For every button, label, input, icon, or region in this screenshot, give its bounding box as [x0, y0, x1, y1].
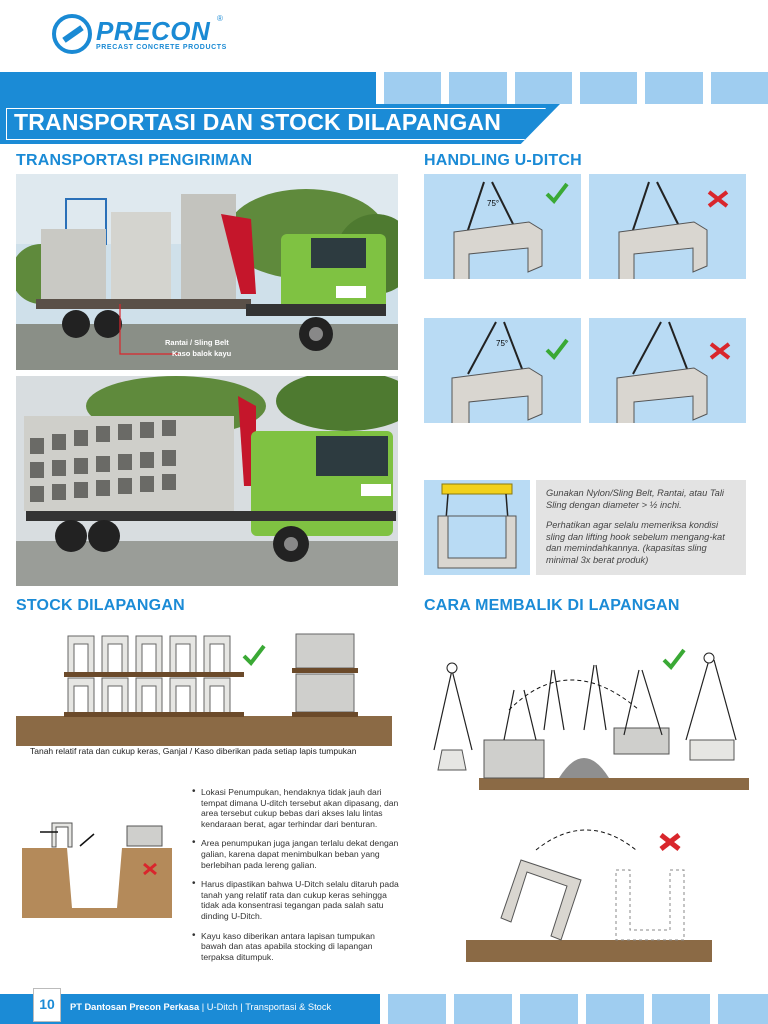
guideline-item: • Lokasi Penumpukan, hendaknya tidak jauh dari tempat dimana U-ditch tersebut akan dipasang, dan area tersebut cukup bebas dari akses lalu lintas kendaraan berat, agar terhindar dari benturan. — [192, 787, 400, 829]
cross-icon — [709, 192, 727, 206]
wrong-flip-diagram — [466, 810, 712, 962]
truck-photo-2 — [16, 376, 398, 586]
footer-company: PT Dantosan Precon Perkasa — [70, 1002, 200, 1012]
stock-diagram — [16, 620, 392, 746]
footer-topic: Transportasi & Stock — [245, 1002, 332, 1012]
page-title: TRANSPORTASI DAN STOCK DILAPANGAN — [14, 109, 502, 135]
check-icon — [547, 184, 567, 201]
stock-caption: Tanah relatif rata dan cukup keras, Ganjal / Kaso diberikan pada setiap lapis tumpukan — [30, 746, 357, 756]
check-icon — [547, 340, 567, 357]
brand-tagline: PRECAST CONCRETE PRODUCTS — [96, 43, 227, 51]
guideline-item: • Area penumpukan juga jangan terlalu dekat dengan galian, karena dapat menimbulkan beban yang berlebihan pada lereng galian. — [192, 838, 400, 870]
stock-guidelines — [192, 787, 400, 971]
flip-sequence-diagram — [424, 640, 754, 790]
page-number: 10 — [33, 988, 61, 1022]
caption-chain: Rantai / Sling Belt — [165, 338, 229, 347]
registered-mark: ® — [217, 14, 223, 23]
handling-panel-1 — [424, 174, 581, 279]
handling-panel-4 — [589, 318, 746, 423]
check-icon — [244, 646, 264, 663]
cross-icon — [711, 344, 729, 358]
section-stock: STOCK DILAPANGAN — [16, 597, 185, 614]
header-stripe — [0, 72, 768, 104]
precon-logo — [52, 14, 227, 54]
check-icon — [664, 650, 684, 667]
section-handling: HANDLING U-DITCH — [424, 152, 582, 169]
info-sling-type: Gunakan Nylon/Sling Belt, Rantai, atau Tali Sling dengan diameter > ½ inchi. — [546, 488, 724, 510]
footer-text: PT Dantosan Precon Perkasa | U-Ditch | Transportasi & Stock — [70, 1002, 332, 1012]
sling-info-box — [536, 480, 746, 575]
logo-mark-icon — [52, 14, 92, 54]
spreader-beam-diagram — [424, 480, 530, 575]
guideline-item: • Harus dipastikan bahwa U-Ditch selalu ditaruh pada tanah yang relatif rata dan cukup keras sehingga tidak ada konsentrasi tegangan pada salah satu dinding U-Ditch. — [192, 879, 400, 921]
handling-panel-3 — [424, 318, 581, 423]
footer — [0, 994, 768, 1024]
section-transport: TRANSPORTASI PENGIRIMAN — [16, 152, 253, 169]
angle-label: 75° — [496, 339, 509, 348]
angle-label: 75° — [487, 199, 500, 208]
caption-wood: Kaso balok kayu — [172, 349, 232, 358]
section-flip: CARA MEMBALIK DI LAPANGAN — [424, 597, 680, 614]
brand-name: PRECON — [96, 15, 211, 46]
guideline-item: • Kayu kaso diberikan antara lapisan tumpukan bawah dan atas apabila stocking di lapangan terpaksa ditumpuk. — [192, 931, 400, 963]
handling-panel-2 — [589, 174, 746, 279]
footer-product: U-Ditch — [206, 1002, 238, 1012]
excavation-diagram — [22, 818, 172, 918]
cross-icon — [661, 835, 679, 849]
info-sling-check: Perhatikan agar selalu memeriksa kondisi sling dan lifting hook sebelum mengang-kat dan memindahkannya. (kapasitas sling minimal 3x berat produk) — [546, 520, 725, 565]
